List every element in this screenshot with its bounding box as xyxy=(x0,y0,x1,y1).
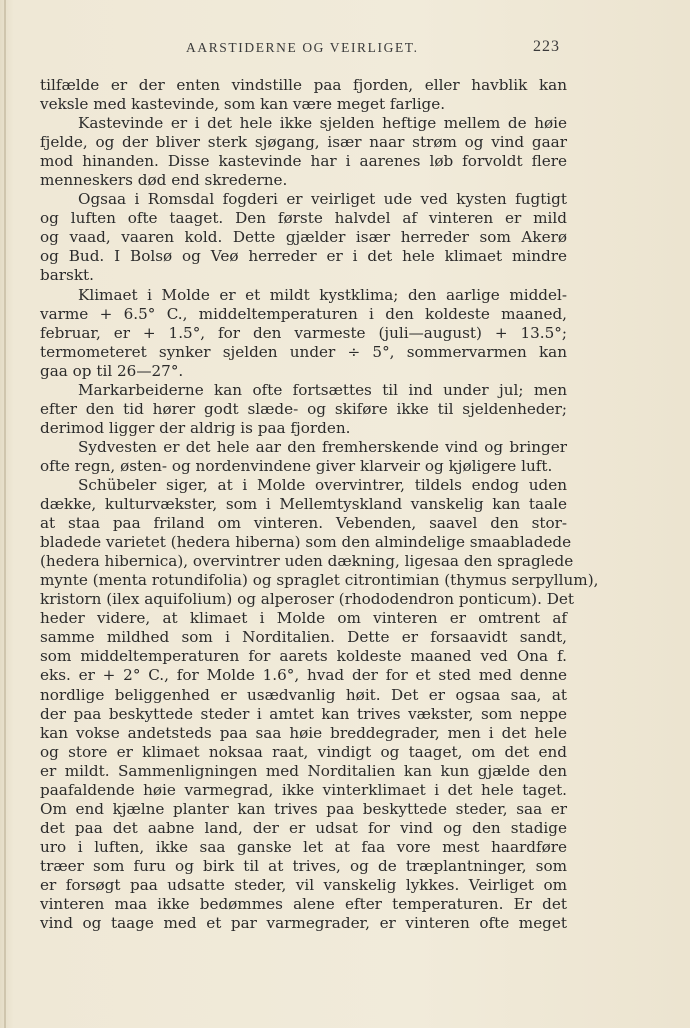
text-line: paafaldende høie varmegrad, ikke vinterklimaet i det hele taget. xyxy=(40,780,567,799)
text-line: vinteren maa ikke bedømmes alene efter temperaturen. Er det xyxy=(40,895,567,914)
text-line: som middeltemperaturen for aarets koldeste maaned ved Ona f. xyxy=(40,647,567,666)
text-line: er mildt. Sammenligningen med Norditalien kan kun gjælde den xyxy=(40,761,567,780)
text-line: fjelde, og der bliver sterk sjøgang, især naar strøm og vind gaar xyxy=(40,133,567,152)
text-line: at staa paa friland om vinteren. Vebenden, saavel den stor- xyxy=(40,514,567,533)
text-line: kristorn (ilex aquifolium) og alperoser (rhododendron ponticum). Det xyxy=(40,590,575,609)
text-line: eks. er + 2° C., for Molde 1.6°, hvad der for et sted med denne xyxy=(40,666,567,685)
page-header xyxy=(0,38,690,58)
page-edge-shadow xyxy=(4,0,6,1028)
text-line: Ogsaa i Romsdal fogderi er veirliget ude ved kysten fugtigt xyxy=(78,190,567,209)
text-line: og store er klimaet noksaa raat, vindigt og taaget, om det end xyxy=(40,742,567,761)
text-line: februar, er + 1.5°, for den varmeste (juli—august) + 13.5°; xyxy=(40,323,567,342)
text-line: bladede varietet (hedera hiberna) som den almindelige smaabladede xyxy=(40,533,572,552)
text-line: mynte (menta rotundifolia) og spraglet citrontimian (thymus serpyllum), xyxy=(40,571,599,590)
text-line: tilfælde er der enten vindstille paa fjorden, eller havblik kan xyxy=(40,76,567,94)
text-line: mod hinanden. Disse kastevinde har i aarenes løb forvoldt flere xyxy=(40,152,567,171)
text-line: heder videre, at klimaet i Molde om vinteren er omtrent af xyxy=(40,609,567,628)
text-line: uro i luften, ikke saa ganske let at faa vore mest haardføre xyxy=(40,837,567,856)
text-line: Markarbeiderne kan ofte fortsættes til ind under jul; men xyxy=(78,380,567,399)
text-line: Kastevinde er i det hele ikke sjelden heftige mellem de høie xyxy=(78,114,567,133)
text-line: samme mildhed som i Norditalien. Dette er forsaavidt sandt, xyxy=(40,628,567,647)
text-line: (hedera hibernica), overvintrer uden dækning, ligesaa den spraglede xyxy=(40,552,574,571)
text-line: barskt. xyxy=(40,266,94,285)
text-line: derimod ligger der aldrig is paa fjorden. xyxy=(40,418,351,437)
text-line: vind og taage med et par varmegrader, er vinteren ofte meget xyxy=(40,914,567,933)
text-line: veksle med kastevinde, som kan være meget farlige. xyxy=(40,95,446,114)
text-line: Klimaet i Molde er et mildt kystklima; den aarlige middel- xyxy=(78,285,567,304)
text-line: varme + 6.5° C., middeltemperaturen i den koldeste maaned, xyxy=(40,304,567,323)
text-line: kan vokse andetsteds paa saa høie breddegrader, men i det hele xyxy=(40,723,567,742)
text-line: efter den tid hører godt slæde- og skiføre ikke til sjeldenheder; xyxy=(40,399,567,418)
text-line: og Bud. I Bolsø og Veø herreder er i det hele klimaet mindre xyxy=(40,247,567,266)
text-line: og luften ofte taaget. Den første halvdel af vinteren er mild xyxy=(40,209,567,228)
text-line: ofte regn, østen- og nordenvindene giver klarveir og kjøligere luft. xyxy=(40,456,553,475)
text-line: Om end kjælne planter kan trives paa beskyttede steder, saa er xyxy=(40,799,567,818)
running-head: AARSTIDERNE OG VEIRLIGET. xyxy=(186,40,419,55)
text-line: er forsøgt paa udsatte steder, vil vanskelig lykkes. Veirliget om xyxy=(40,875,567,894)
text-line: det paa det aabne land, der er udsat for vind og den stadige xyxy=(40,818,567,837)
text-line: Schübeler siger, at i Molde overvintrer, tildels endog uden xyxy=(78,475,567,494)
text-line: og vaad, vaaren kold. Dette gjælder især herreder som Akerø xyxy=(40,228,567,247)
text-line: der paa beskyttede steder i amtet kan trives vækster, som neppe xyxy=(40,704,567,723)
text-line: Sydvesten er det hele aar den fremherskende vind og bringer xyxy=(78,437,567,456)
text-line: træer som furu og birk til at trives, og de træplantninger, som xyxy=(40,856,567,875)
text-line: gaa op til 26—27°. xyxy=(40,361,184,380)
text-line: menneskers død end skrederne. xyxy=(40,171,288,190)
page-number: 223 xyxy=(533,38,560,55)
text-line: termometeret synker sjelden under ÷ 5°, sommervarmen kan xyxy=(40,342,567,361)
body-text xyxy=(40,76,599,933)
text-line: nordlige beliggenhed er usædvanlig høit. Det er ogsaa saa, at xyxy=(40,685,567,704)
text-line: dække, kulturvækster, som i Mellemtyskland vanskelig kan taale xyxy=(40,495,567,514)
